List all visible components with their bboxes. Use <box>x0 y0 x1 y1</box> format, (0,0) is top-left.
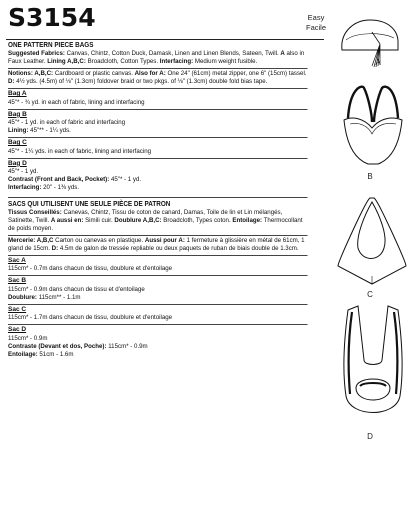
bag-section <box>8 306 308 323</box>
divider <box>8 197 308 198</box>
notions-also-label: Aussi pour A: <box>144 236 185 244</box>
figure-letter: D <box>367 432 373 441</box>
suggested-fabrics-text: Canvas, Chintz, Cotton Duck, Damask, Linen and Linen Blends, Sateen, Twill. <box>66 50 279 57</box>
bag-section <box>8 111 308 136</box>
figure-letter: B <box>367 172 373 181</box>
yardage-value: 45"* - 1 yd. <box>110 176 142 184</box>
lining-label: Lining A,B,C: <box>47 58 86 66</box>
suggested-fabrics-label: Suggested Fabrics: <box>8 50 65 57</box>
pattern-number: S3154 <box>8 3 96 32</box>
notions-d-text: 4½ yds. (4.5m) of ⅛" (1.3cm) foldover braid or two pkgs. of ⅛" (1.3cm) double fold bias tape. <box>16 78 268 86</box>
yardage-label: Entoilage: <box>8 351 38 359</box>
yardage-line: 115cm* - 1.7m dans chacun de tissu, doublure et d'entoilage <box>8 314 173 322</box>
divider <box>8 137 308 138</box>
notions-also-text: One 24" (61cm) metal zipper, one 6" (15cm) tassel. <box>167 70 307 78</box>
figure-letter: A <box>375 58 381 67</box>
notions-label: Notions: A,B,C: <box>8 70 54 78</box>
sling-bag-with-pocket-icon <box>338 300 408 430</box>
interfacing-text: Thermocollant de poids moyen. <box>8 216 303 232</box>
lining-text: Broadcloth, Cotton Types. <box>87 58 159 66</box>
yardage-label: Interfacing: <box>8 184 42 192</box>
bag-section <box>8 277 308 302</box>
yardage-line: 115cm* - 0.9m <box>8 334 48 342</box>
bag-title: Sac A <box>8 256 26 264</box>
notions-label: Mercerie: A,B,C <box>8 236 54 244</box>
yardage-line <box>8 343 308 351</box>
bag-title: Bag A <box>8 90 27 98</box>
yardage-value: 115cm* - 0.9m <box>108 342 148 350</box>
divider <box>8 109 308 110</box>
divider <box>8 68 308 69</box>
yardage-value: 51cm - 1.6m <box>39 351 74 359</box>
instructions-text <box>8 40 308 359</box>
interfacing-label: Entoilage: <box>232 216 263 224</box>
lining-label: Doublure A,B,C: <box>114 216 162 224</box>
yardage-line: 45"* - 1 yd. in each of fabric and interfacing <box>8 119 126 127</box>
french-suggested-fabrics <box>8 209 308 233</box>
divider <box>8 304 308 305</box>
yardage-line: 45"* - 1¼ yds. in each of fabric, lining and interfacing <box>8 147 152 155</box>
yardage-line <box>8 184 308 192</box>
interfacing-text: Medium weight fusible. <box>194 58 258 66</box>
divider <box>8 324 308 325</box>
yardage-value: 115cm** - 1.1m <box>38 293 81 301</box>
bag-section <box>8 257 308 274</box>
french-notions <box>8 237 308 253</box>
yardage-value: 45"** - 1¼ yds. <box>30 127 71 135</box>
divider <box>8 235 308 236</box>
english-heading: ONE PATTERN PIECE BAGS <box>8 40 94 49</box>
bag-title: Sac C <box>8 305 27 313</box>
bag-title: Bag C <box>8 139 27 147</box>
yardage-line <box>8 351 308 359</box>
suggested-fabrics-label: Tissus Conseillés: <box>8 208 62 216</box>
bag-section <box>8 326 308 359</box>
divider <box>8 88 308 89</box>
yardage-line: 45"* - 1 yd. <box>8 168 39 176</box>
bag-title: Bag B <box>8 110 27 118</box>
notions-also-text: 1 fermeture à glissière en métal de 61cm, 1 gland de 15cm. <box>8 236 305 252</box>
yardage-line <box>8 294 308 302</box>
notions-d-label: D: <box>8 78 15 86</box>
bag-title: Sac D <box>8 326 27 334</box>
english-notions <box>8 70 308 86</box>
difficulty-level-fr: Facile <box>305 23 326 32</box>
yardage-value: 20" - 1⅜ yds. <box>43 184 80 192</box>
figure-letter: C <box>367 290 373 299</box>
notions-text: Carton ou canevas en plastique. <box>55 236 144 244</box>
yardage-label: Lining: <box>8 127 29 135</box>
bag-title: Sac B <box>8 277 27 285</box>
yardage-line: 115cm* - 0.9m dans chacun de tissu et d'entoilage <box>8 285 145 293</box>
notions-text: Cardboard or plastic canvas. <box>54 70 133 78</box>
notions-d-text: 4.5m de galon de tressée repliable ou deux paquets de ruban de biais double de 1.3cm. <box>59 244 299 252</box>
divider <box>8 158 308 159</box>
yardage-line <box>8 127 308 135</box>
bag-section <box>8 160 308 193</box>
triangle-hobo-bag-icon <box>334 192 410 292</box>
bag-title: Bag D <box>8 159 27 167</box>
yardage-label: Contrast (Front and Back, Pocket): <box>8 176 110 184</box>
notions-also-label: Also for A: <box>134 70 166 78</box>
also-text: Simili cuir. <box>85 216 113 224</box>
divider <box>8 255 308 256</box>
english-suggested-fabrics <box>8 50 308 66</box>
interfacing-label: Interfacing: <box>159 58 194 66</box>
lining-text: Broadcloth, Types coton. <box>163 216 231 224</box>
bag-section <box>8 139 308 156</box>
yardage-line <box>8 176 308 184</box>
notions-d-label: D: <box>51 244 59 252</box>
yardage-line: 115cm* - 0.7m dans chacun de tissu, doublure et d'entoilage <box>8 265 173 273</box>
also-label: A <box>280 50 285 57</box>
also-text: also in Faux Leather. <box>8 50 305 66</box>
yardage-label: Contraste (Devant et dos, Poche): <box>8 342 107 350</box>
divider <box>8 275 308 276</box>
bag-illustrations <box>326 0 417 520</box>
yardage-line: 45"* - ¾ yd. in each of fabric, lining and interfacing <box>8 98 145 106</box>
tulip-tote-bag-icon <box>338 78 408 173</box>
suggested-fabrics-text: Canevas, Chintz, Tissu de coton de canard, Damas, Toile de lin et Lin mélangés, Satinette, Twill. <box>8 208 283 224</box>
bag-section <box>8 90 308 107</box>
french-heading: SACS QUI UTILISENT UNE SEULE PIÈCE DE PATRON <box>8 198 171 208</box>
also-label: A aussi en: <box>50 216 84 224</box>
difficulty-level-en: Easy <box>307 13 325 22</box>
yardage-label: Doublure: <box>8 293 37 301</box>
